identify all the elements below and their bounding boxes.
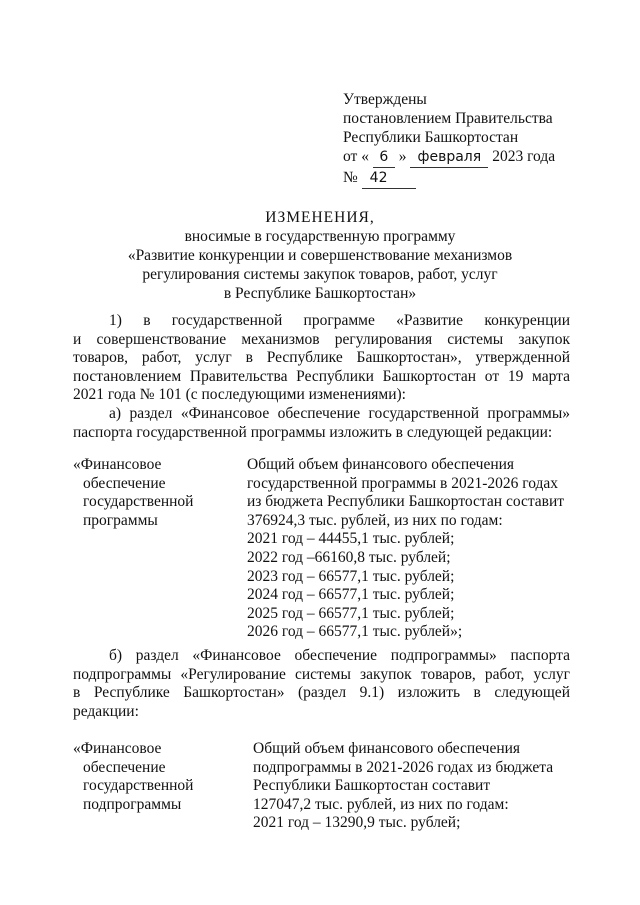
paragraph-line: редакции: [73,702,139,720]
approval-stamp [343,90,613,189]
year-line: 2021 год – 44455,1 тыс. рублей; [247,530,455,548]
content-line: государственной программы в 2021-2026 годах [247,474,559,492]
approval-line: Утверждены [343,91,427,108]
number-value: 42 [362,169,416,189]
date-mid: » [398,148,407,165]
paragraph-line: 2021 года № 101 (с последующими изменениями): [73,386,406,403]
approval-number-line [343,168,613,189]
date-prefix: от « [343,148,369,165]
approval-line: постановлением Правительства [343,110,553,127]
approval-line: Республики Башкортостан [343,129,519,146]
label-line: «Финансовое [73,740,162,757]
funding-label [73,456,233,530]
label-line: государственной [83,777,194,794]
funding-content [247,456,577,642]
content-line: Республики Башкортостан составит [253,777,491,795]
item-a-paragraph [73,405,570,442]
label-line: государственной [83,493,194,510]
title-line: «Развитие конкуренции и совершенствование механизмов [127,247,513,264]
label-line: обеспечение [83,758,166,776]
label-line: подпрограммы [83,795,182,813]
content-line: из бюджета Республики Башкортостан составит [247,493,565,511]
label-line: обеспечение [83,474,166,492]
year-line: 2025 год – 66577,1 тыс. рублей; [247,604,455,622]
item-1-paragraph [73,312,570,405]
paragraph-line: а) раздел «Финансовое обеспечение государственной программы» [109,405,570,422]
paragraph-line: паспорта государственной программы изложить в следующей редакции: [73,423,553,441]
date-month: февраля [410,148,488,168]
label-line: программы [83,511,158,529]
date-year: 2023 года [492,148,556,165]
title-line: регулирования системы закупок товаров, работ, услуг [142,266,498,283]
title-heading: ИЗМЕНЕНИЯ, [265,209,375,226]
date-day: 6 [373,148,395,168]
title-line: вносимые в государственную программу [184,228,456,245]
content-line: Общий объем финансового обеспечения [253,740,521,757]
label-line: «Финансовое [73,456,162,473]
year-line: 2024 год – 66577,1 тыс. рублей; [247,586,455,604]
paragraph-line: подпрограммы «Регулирование системы закупок товаров, работ, услуг [73,665,570,683]
paragraph-line: постановлением Правительства Республики Башкортостан от 19 марта [73,367,570,385]
year-line: 2026 год – 66577,1 тыс. рублей»; [247,623,463,641]
document-title [0,208,640,303]
paragraph-line: товаров, работ, услуг в Республике Башкортостан», утвержденной [73,349,570,366]
paragraph-line: в Республике Башкортостан» (раздел 9.1) изложить в следующей [73,684,570,701]
funding-content [253,740,583,833]
number-prefix: № [343,169,358,186]
content-line: Общий объем финансового обеспечения [247,456,515,473]
paragraph-line: 1) в государственной программе «Развитие конкуренции [109,312,570,329]
content-line: 127047,2 тыс. рублей, из них по годам: [253,795,509,813]
content-line: 376924,3 тыс. рублей, из них по годам: [247,511,503,529]
year-line: 2022 год –66160,8 тыс. рублей; [247,548,451,566]
approval-date-line [343,147,613,168]
item-b-paragraph [73,647,570,721]
paragraph-line: б) раздел «Финансовое обеспечение подпрограммы» паспорта [109,647,570,664]
content-line: подпрограммы в 2021-2026 годах из бюджета [253,758,554,776]
funding-label [73,740,233,814]
year-line: 2021 год – 13290,9 тыс. рублей; [253,814,461,832]
title-line: в Республике Башкортостан» [223,285,417,302]
year-line: 2023 год – 66577,1 тыс. рублей; [247,567,455,585]
paragraph-line: и совершенствование механизмов регулирования системы закупок [73,330,570,348]
